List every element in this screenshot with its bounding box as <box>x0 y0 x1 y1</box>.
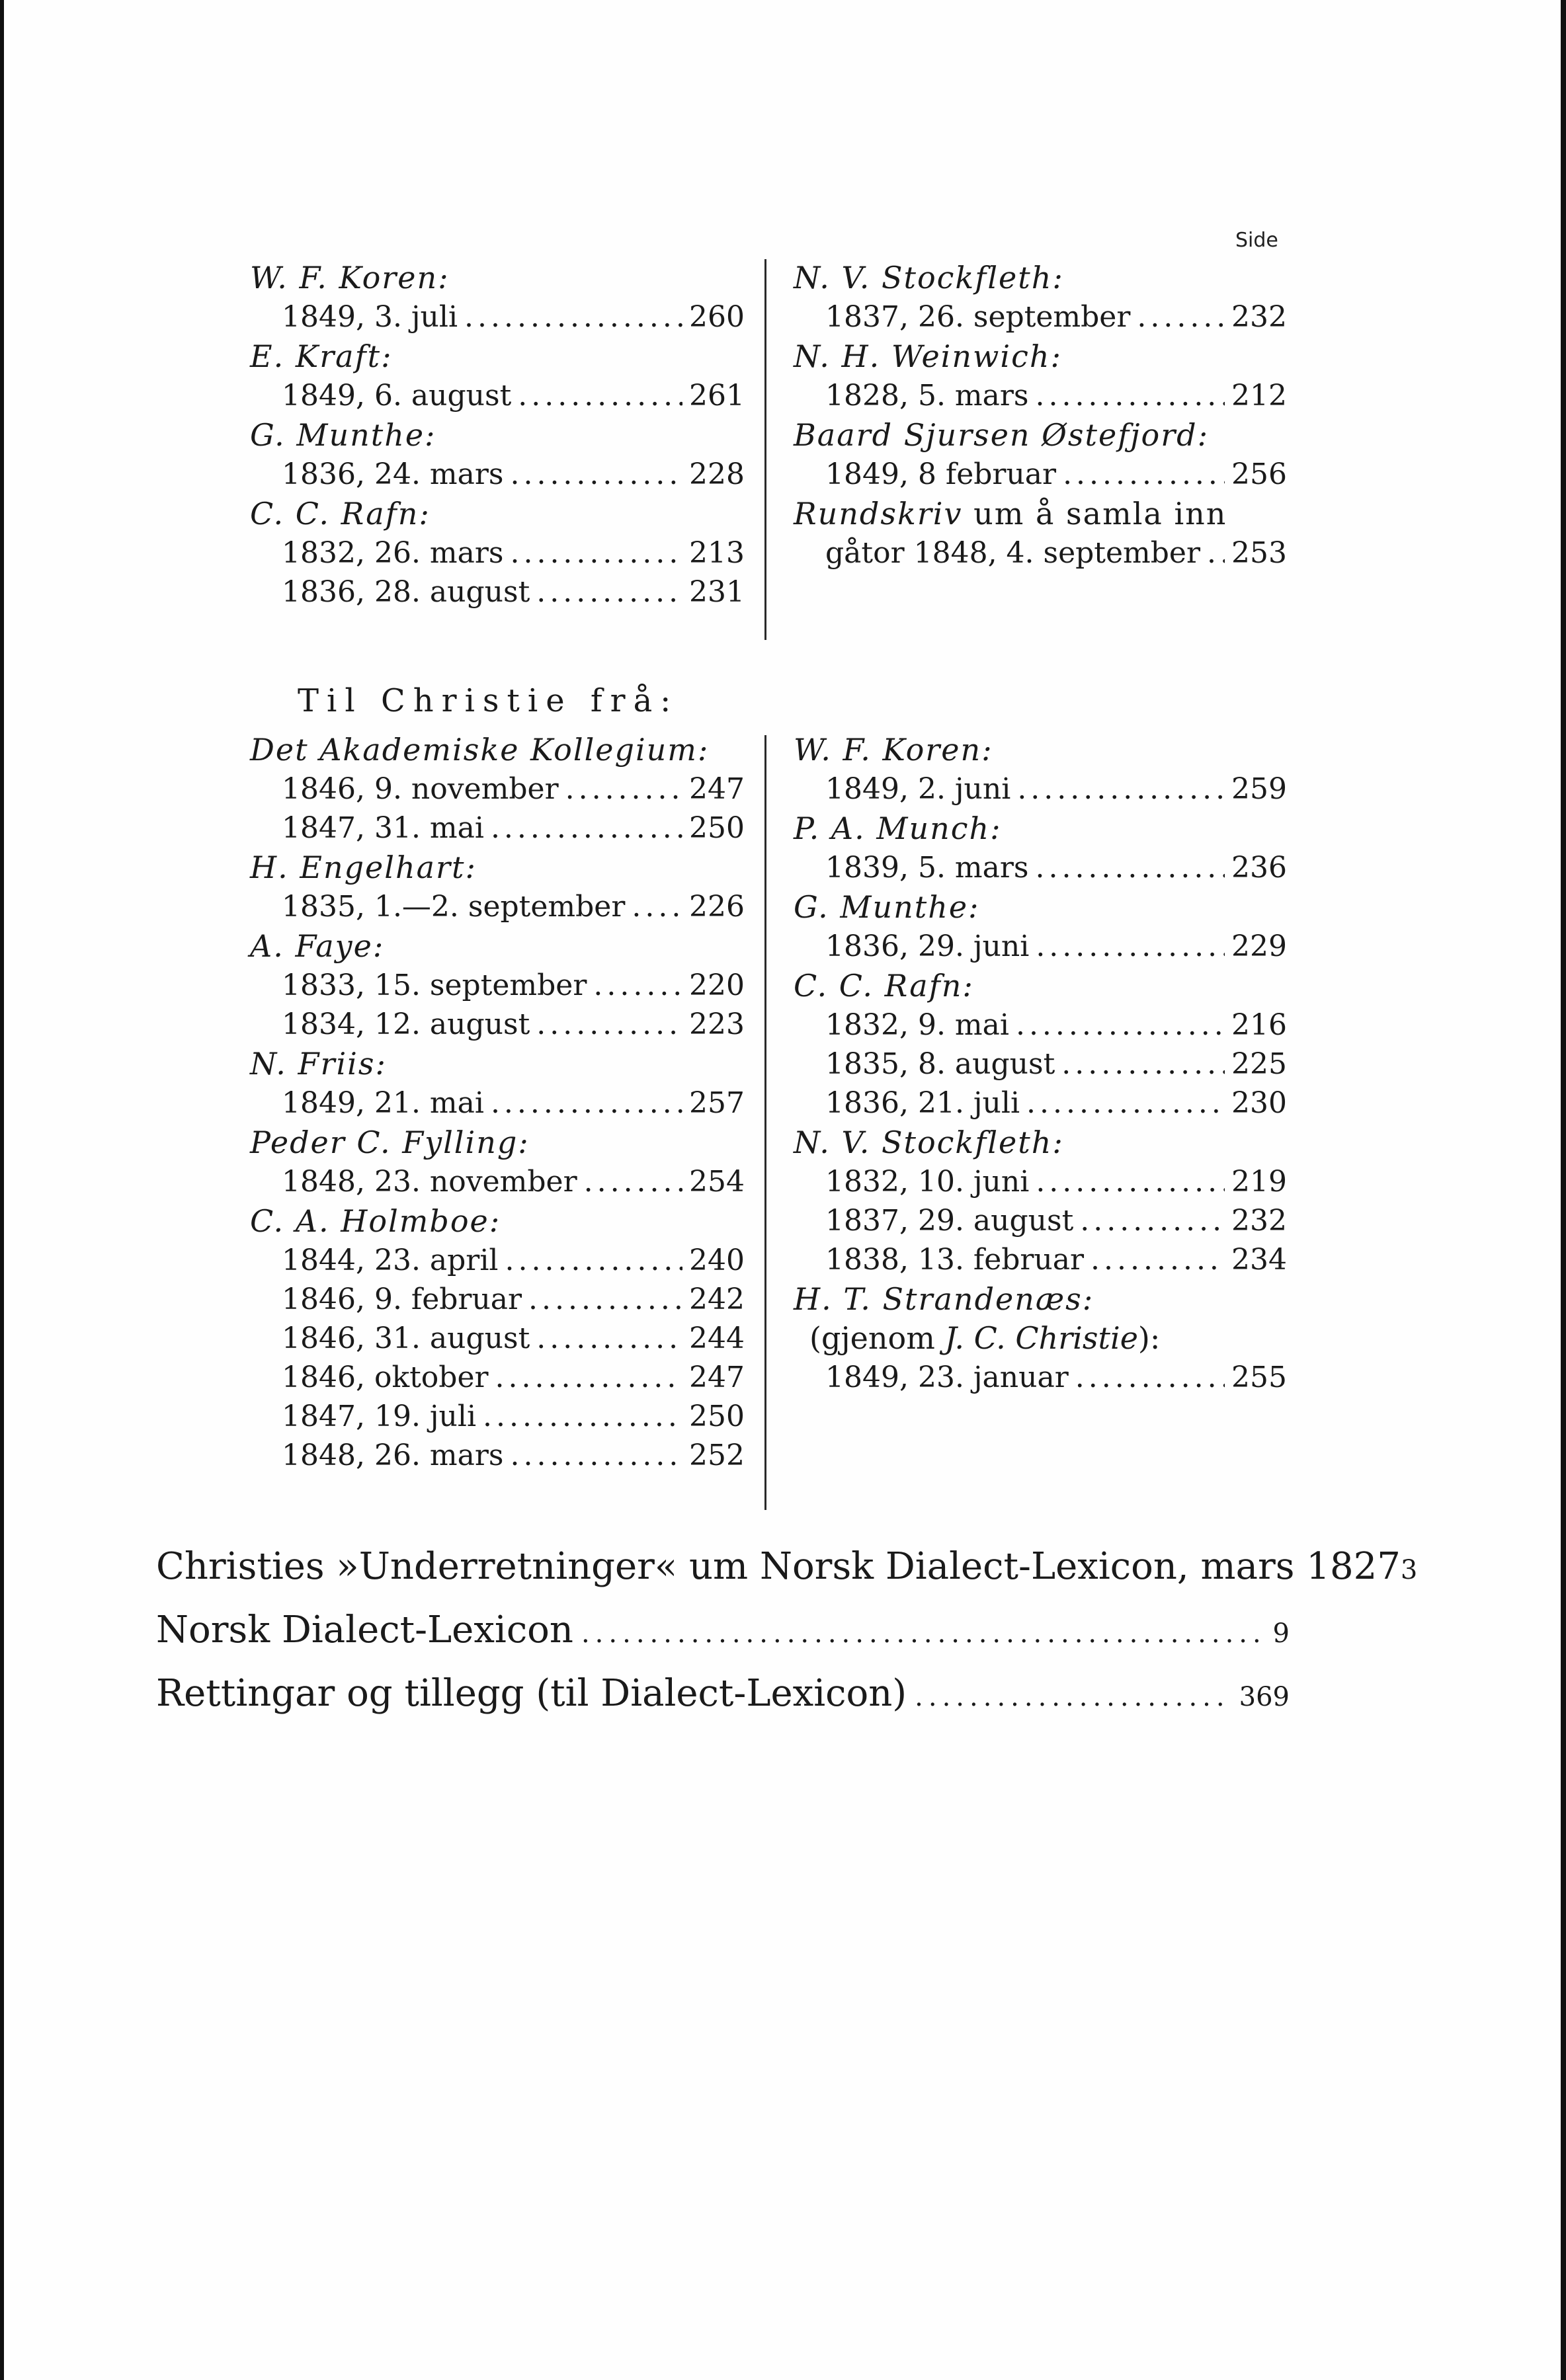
letter-entry: 1837, 26. september ..... 232 <box>794 298 1287 337</box>
letter-entry: 1846, 9. februar ..... 242 <box>250 1280 745 1319</box>
top-right-column <box>794 258 1287 573</box>
column-divider-bottom <box>764 735 766 1510</box>
letter-entry: 1836, 28. august ..... 231 <box>250 573 745 612</box>
letter-entry: 1838, 13. februar ..... 234 <box>794 1240 1287 1279</box>
letter-entry: 1834, 12. august ..... 223 <box>250 1005 745 1044</box>
letter-entry: 1849, 2. juni ..... 259 <box>794 770 1287 809</box>
letter-entry: 1828, 5. mars ..... 212 <box>794 376 1287 415</box>
letter-entry: 1848, 23. november ..... 254 <box>250 1162 745 1201</box>
correspondent-name: G. Munthe: <box>794 889 980 925</box>
letter-entry: 1846, oktober ..... 247 <box>250 1358 745 1397</box>
letter-entry: 1844, 23. april ..... 240 <box>250 1241 745 1280</box>
letter-entry: 1846, 9. november ..... 247 <box>250 770 745 809</box>
letter-entry: 1847, 31. mai ..... 250 <box>250 809 745 848</box>
correspondent-name: A. Faye: <box>250 928 385 964</box>
column-divider-top <box>764 259 766 640</box>
scan-edge-right <box>1561 0 1566 2380</box>
letter-entry: 1832, 9. mai ..... 216 <box>794 1006 1287 1045</box>
circular-title: Rundskriv um å samla inn <box>794 496 1227 532</box>
letter-entry: 1832, 26. mars ..... 213 <box>250 534 745 573</box>
letter-entry: 1848, 26. mars ..... 252 <box>250 1436 745 1475</box>
letter-entry: 1849, 21. mai ..... 257 <box>250 1084 745 1123</box>
letter-entry: 1839, 5. mars ..... 236 <box>794 848 1287 887</box>
christie-left-column <box>250 730 745 1475</box>
top-left-column <box>250 258 745 612</box>
letter-entry: 1832, 10. juni ..... 219 <box>794 1162 1287 1201</box>
letter-entry: 1847, 19. juli ..... 250 <box>250 1397 745 1436</box>
section-heading: Til Christie frå: <box>298 682 679 719</box>
correspondent-name: N. V. Stockfleth: <box>794 1125 1064 1160</box>
correspondent-name: N. V. Stockfleth: <box>794 260 1064 296</box>
correspondent-name: Peder C. Fylling: <box>250 1125 530 1160</box>
correspondent-name: P. A. Munch: <box>794 811 1002 846</box>
christie-right-column <box>794 730 1287 1397</box>
side-column-label: Side <box>1235 229 1278 252</box>
correspondent-name: C. A. Holmboe: <box>250 1203 501 1239</box>
contents-list <box>156 1535 1418 1726</box>
letter-entry: 1836, 21. juli ..... 230 <box>794 1084 1287 1123</box>
correspondent-name: C. C. Rafn: <box>794 968 974 1004</box>
contents-line: Christies »Underretninger« um Norsk Dialect-Lexicon, mars 1827 3 <box>156 1545 1418 1588</box>
letter-entry: 1833, 15. september ..... 220 <box>250 966 745 1005</box>
contents-line: Norsk Dialect-Lexicon ..... 9 <box>156 1599 1290 1662</box>
letter-entry: 1846, 31. august ..... 244 <box>250 1319 745 1358</box>
correspondent-name: Det Akademiske Kollegium: <box>250 732 710 768</box>
correspondent-name: Baard Sjursen Østefjord: <box>794 417 1210 453</box>
letter-entry: 1849, 6. august ..... 261 <box>250 376 745 415</box>
correspondent-name: C. C. Rafn: <box>250 496 431 532</box>
correspondent-name: W. F. Koren: <box>250 260 450 296</box>
letter-entry: 1849, 23. januar ..... 255 <box>794 1358 1287 1397</box>
letter-entry: 1849, 8 februar ..... 256 <box>794 455 1287 494</box>
letter-entry: 1849, 3. juli ..... 260 <box>250 298 745 337</box>
correspondent-name: N. Friis: <box>250 1046 387 1082</box>
correspondent-name: W. F. Koren: <box>794 732 993 768</box>
letter-entry: 1835, 8. august ..... 225 <box>794 1045 1287 1084</box>
letter-entry: 1836, 29. juni ..... 229 <box>794 927 1287 966</box>
correspondent-name: G. Munthe: <box>250 417 436 453</box>
letter-entry: 1837, 29. august ..... 232 <box>794 1201 1287 1240</box>
via-note: (gjenom J. C. Christie): <box>809 1320 1161 1356</box>
letter-entry: 1836, 24. mars ..... 228 <box>250 455 745 494</box>
circular-entry: gåtor 1848, 4. september ..... 253 <box>794 534 1287 573</box>
correspondent-name: H. Engelhart: <box>250 850 477 885</box>
scan-edge-left <box>0 0 4 2380</box>
section-heading-block <box>250 677 745 725</box>
correspondent-name: N. H. Weinwich: <box>794 338 1062 374</box>
correspondent-name: H. T. Strandenæs: <box>794 1281 1094 1317</box>
contents-line: Rettingar og tillegg (til Dialect-Lexicon) ..... 369 <box>156 1662 1290 1726</box>
correspondent-name: E. Kraft: <box>250 338 393 374</box>
letter-entry: 1835, 1.—2. september ..... 226 <box>250 887 745 926</box>
